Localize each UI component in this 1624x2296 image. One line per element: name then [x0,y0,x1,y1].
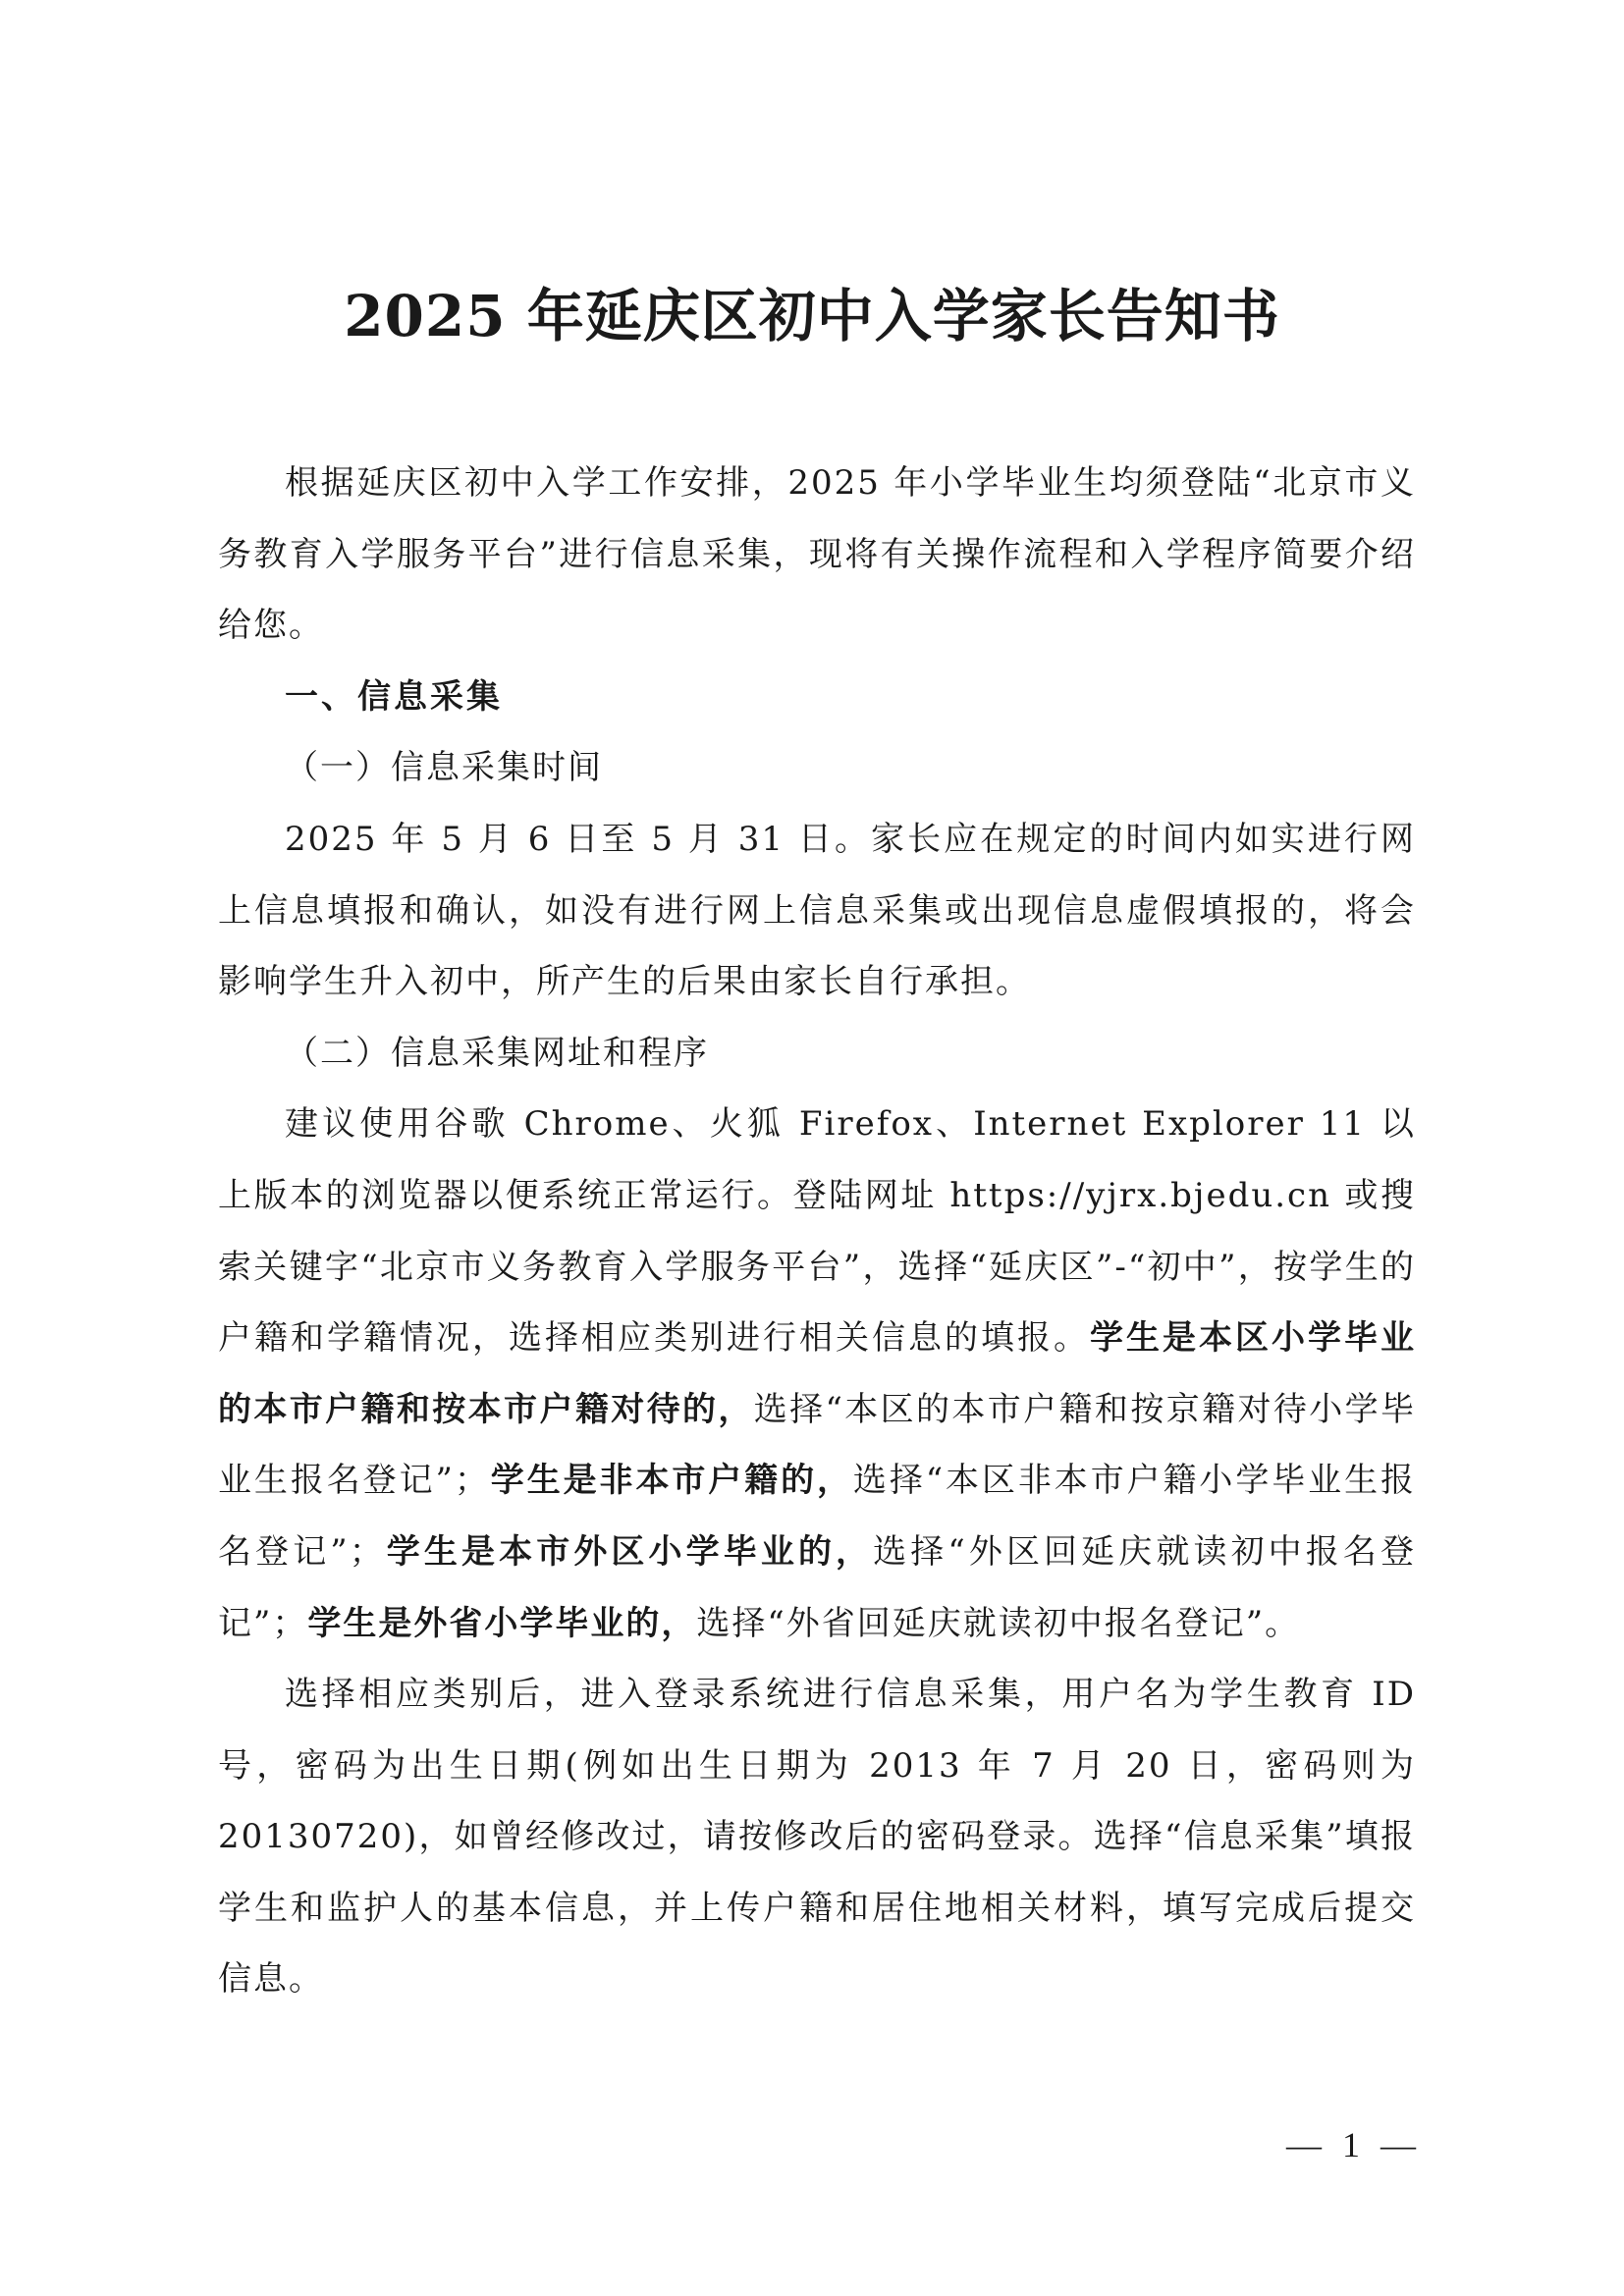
login-instructions-paragraph: 选择相应类别后，进入登录系统进行信息采集，用户名为学生教育 ID 号，密码为出生日期(例如出生日期为 2013 年 7 月 20 日，密码则为 20130720)，如曾经修改过，请按修改后的密码登录。选择“信息采集”填报学生和监护人的基本信息，并上传户籍和居住地相关材料，填写完成后提交信息。 [218,1675,1416,2000]
procedure-text-4: 选择“外区回延庆就读初中报名登记”； [218,1531,1416,1643]
procedure-text-5: 选择“外省回延庆就读初中报名登记”。 [696,1603,1301,1643]
subsection-heading-collection-url: （二）信息采集网址和程序 [285,1033,709,1073]
procedure-bold-1: 学生是本区小学毕业的本市户籍和按本市户籍对待的， [218,1318,1416,1429]
page-number: — 1 — [1286,2125,1422,2164]
procedure-bold-4: 学生是外省小学毕业的， [307,1603,697,1643]
procedure-text-3: 选择“本区非本市户籍小学毕业生报名登记”； [218,1461,1416,1572]
intro-paragraph: 根据延庆区初中入学工作安排，2025 年小学毕业生均须登陆“北京市义务教育入学服务平台”进行信息采集，现将有关操作流程和入学程序简要介绍给您。 [218,463,1416,646]
collection-procedure-paragraph [218,1089,1416,1659]
section-heading-info-collection: 一、信息采集 [285,676,503,717]
procedure-text-2: 选择“本区的本市户籍和按京籍对待小学毕业生报名登记”； [218,1389,1416,1501]
subsection-heading-collection-time: （一）信息采集时间 [285,748,603,788]
document-body [218,448,1416,2015]
procedure-text-1: 建议使用谷歌 Chrome、火狐 Firefox、Internet Explorer 11 以上版本的浏览器以便系统正常运行。登陆网址 https://yjrx.bjedu.cn 或搜索关键字“北京市义务教育入学服务平台”，选择“延庆区”-“初中”，按学生的户籍和学籍情况，选择相应类别进行相关信息的填报。 [218,1104,1416,1359]
document-title: 2025 年延庆区初中入学家长告知书 [344,283,1280,349]
collection-time-paragraph: 2025 年 5 月 6 日至 5 月 31 日。家长应在规定的时间内如实进行网上信息填报和确认，如没有进行网上信息采集或出现信息虚假填报的，将会影响学生升入初中，所产生的后果由家长自行承担。 [218,819,1416,1002]
procedure-bold-3: 学生是本市外区小学毕业的， [384,1531,874,1572]
procedure-bold-2: 学生是非本市户籍的， [489,1461,853,1501]
